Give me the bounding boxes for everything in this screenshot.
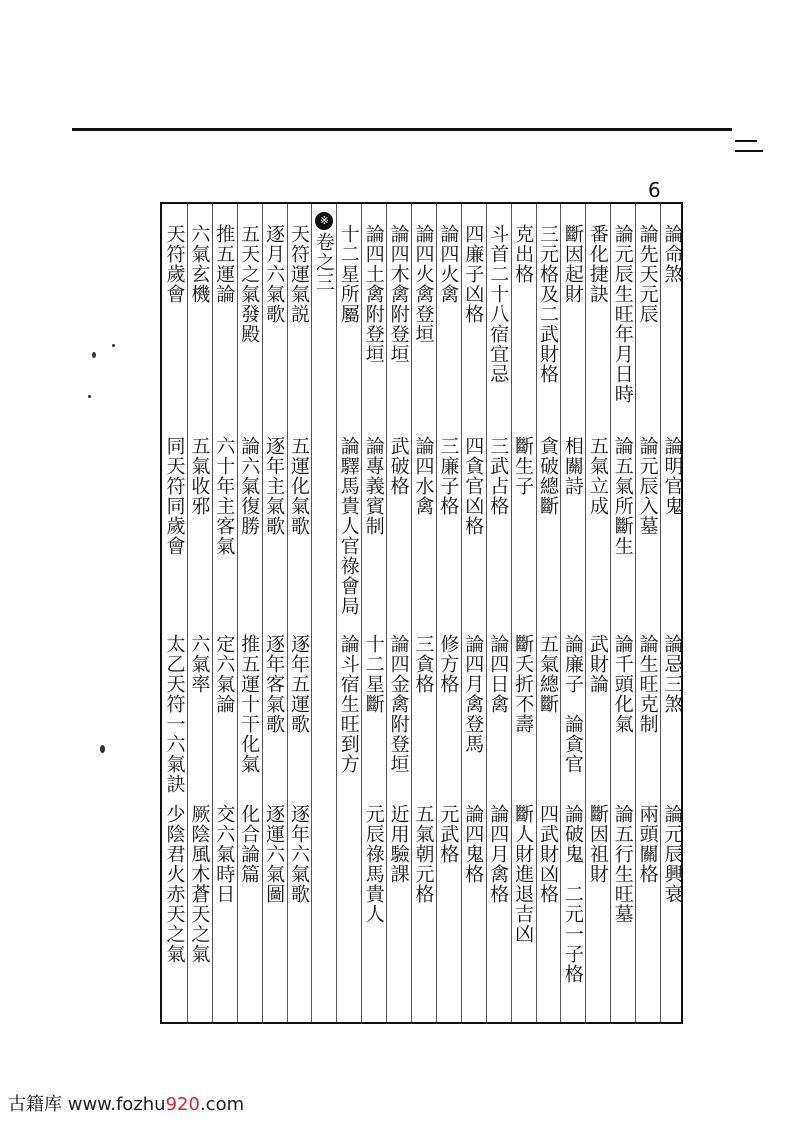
toc-entry: 十二星所屬 (337, 224, 360, 324)
toc-entry: 五氣立成 (586, 436, 609, 516)
toc-entry: 推五運十干化氣 (238, 634, 261, 774)
toc-entry: 論四鬼格 (462, 804, 485, 884)
toc-entry: 斗首二十八宿宜忌 (487, 224, 510, 384)
toc-entry: 交六氣時日 (213, 804, 236, 904)
toc-entry: 武財論 (586, 634, 609, 694)
toc-entry: 論四火禽登垣 (412, 224, 435, 344)
toc-entry: 五氣朝元格 (412, 804, 435, 904)
toc-entry: 三元格及二武財格 (537, 224, 560, 384)
toc-entry: 元辰祿馬貴人 (362, 804, 385, 924)
toc-entry: 六十年主客氣 (213, 436, 236, 556)
toc-entry: 斷因起財 (561, 224, 584, 304)
column-rule (311, 204, 312, 1022)
toc-entry: 逐年主氣歌 (263, 436, 286, 536)
toc-entry: 論斗宿生旺到方 (337, 634, 360, 774)
toc-entry: 論四火禽 (437, 224, 460, 304)
toc-entry: 化合論篇 (238, 804, 261, 884)
toc-entry: 四貪官凶格 (462, 436, 485, 536)
toc-entry: 武破格 (387, 436, 410, 496)
toc-entry: 六氣玄機 (188, 224, 211, 304)
watermark-url-number: 920 (165, 1094, 200, 1115)
toc-entry: 逐年六氣歌 (287, 804, 310, 904)
toc-entry: 論明官鬼 (661, 436, 684, 516)
toc-entry: 六氣率 (188, 634, 211, 694)
toc-entry: 論六氣復勝 (238, 436, 261, 536)
scan-speck (112, 344, 115, 347)
toc-entry: 論千頭化氣 (611, 634, 634, 734)
column-rule (461, 204, 462, 1022)
toc-entry: 十二星斷 (362, 634, 385, 714)
toc-entry: 論五氣所斷生 (611, 436, 634, 556)
toc-entry: 論四水禽 (412, 436, 435, 516)
toc-entry: 論破鬼 二元一子格 (561, 804, 584, 984)
toc-entry: 五氣總斷 (537, 634, 560, 714)
toc-entry: 論先天元辰 (636, 224, 659, 324)
toc-entry: 斷人財進退吉凶 (512, 804, 535, 944)
toc-entry: 論四金禽附登垣 (387, 634, 410, 774)
volume-title: 卷之三 (312, 232, 335, 292)
toc-entry: 近用驗課 (387, 804, 410, 884)
toc-entry: 五氣收邪 (188, 436, 211, 516)
toc-entry: 逐年五運歌 (287, 634, 310, 734)
toc-entry: 克出格 (512, 224, 535, 284)
toc-entry: 論四月禽格 (487, 804, 510, 904)
toc-entry: 逐運六氣圖 (263, 804, 286, 904)
toc-entry: 厥陰風木蒼天之氣 (188, 804, 211, 964)
toc-entry: 三武占格 (487, 436, 510, 516)
toc-entry: 論元辰生旺年月日時 (611, 224, 634, 404)
watermark-url-prefix: www.fozhu (67, 1094, 166, 1115)
toc-entry: 五天之氣發殿 (238, 224, 261, 344)
column-rule (436, 204, 437, 1022)
toc-entry: 論專義賓制 (362, 436, 385, 536)
toc-entry: 論驛馬貴人官祿會局 (337, 436, 360, 616)
table-of-contents (160, 202, 683, 1024)
toc-entry: 論生旺克制 (636, 634, 659, 734)
toc-entry: 斷生子 (512, 436, 535, 496)
column-rule (585, 204, 586, 1022)
toc-entry: 定六氣論 (213, 634, 236, 714)
toc-entry: 四廉子凶格 (462, 224, 485, 324)
toc-entry: 逐年客氣歌 (263, 634, 286, 734)
scan-speck (88, 395, 91, 398)
toc-entry: 論元辰入墓 (636, 436, 659, 536)
toc-entry: 貪破總斷 (537, 436, 560, 516)
column-rule (635, 204, 636, 1022)
toc-entry: 推五運論 (213, 224, 236, 304)
watermark-url-suffix: .com (199, 1094, 245, 1115)
toc-entry: 論四木禽附登垣 (387, 224, 410, 364)
toc-entry: 論四月禽登馬 (462, 634, 485, 754)
toc-entry: 天符歲會 (163, 224, 186, 304)
toc-entry: 三貪格 (412, 634, 435, 694)
toc-entry: 論忌三煞 (661, 634, 684, 714)
volume-heading (312, 212, 336, 292)
scan-speck (100, 745, 105, 753)
scan-speck (92, 352, 96, 358)
toc-entry: 四武財凶格 (537, 804, 560, 904)
top-rule (72, 128, 732, 131)
toc-entry: 斷夭折不壽 (512, 634, 535, 734)
toc-entry: 三廉子格 (437, 436, 460, 516)
watermark (8, 1090, 244, 1116)
toc-entry: 相關詩 (561, 436, 584, 496)
watermark-site-name: 古籍库 (8, 1094, 62, 1115)
toc-entry: 修方格 (437, 634, 460, 694)
toc-entry: 論五行生旺墓 (611, 804, 634, 924)
toc-entry: 逐月六氣歌 (263, 224, 286, 324)
toc-entry: 番化捷訣 (586, 224, 609, 304)
toc-entry: 論廉子 論貪官 (561, 634, 584, 774)
toc-entry: 論四土禽附登垣 (362, 224, 385, 364)
top-rule-mark (735, 150, 763, 152)
toc-entry: 兩頭關格 (636, 804, 659, 884)
toc-entry: 少陰君火赤天之氣 (163, 804, 186, 964)
toc-entry: 論元辰興衰 (661, 804, 684, 904)
toc-entry: 元武格 (437, 804, 460, 864)
toc-entry: 斷因祖財 (586, 804, 609, 884)
toc-entry: 天符運氣説 (287, 224, 310, 324)
toc-entry: 五運化氣歌 (287, 436, 310, 536)
top-rule-mark (735, 140, 757, 142)
toc-entry: 同天符同歲會 (163, 436, 186, 556)
toc-entry: 論四日禽 (487, 634, 510, 714)
toc-entry: 太乙天符一六氣訣 (163, 634, 186, 794)
toc-entry: 論命煞 (661, 224, 684, 284)
volume-badge-icon: ※ (315, 212, 333, 230)
page-number: 6 (648, 178, 661, 202)
